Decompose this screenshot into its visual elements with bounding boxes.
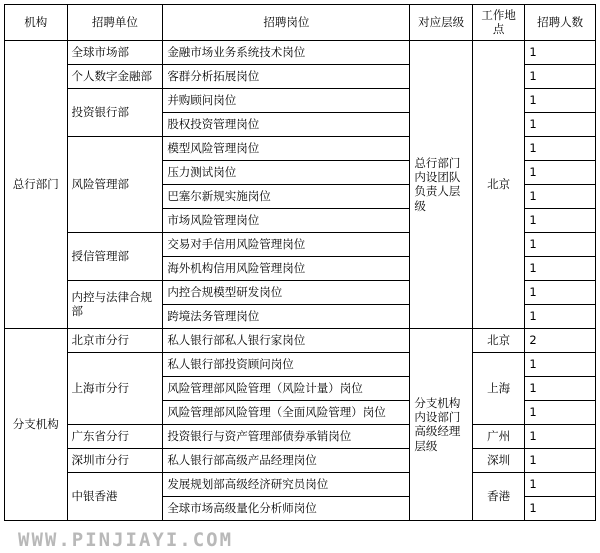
level-line: 负责人层级: [414, 184, 461, 213]
cell-count: 1: [525, 40, 596, 64]
cell-level: [410, 328, 473, 520]
cell-unit: 风险管理部: [67, 136, 163, 232]
cell-place: 深圳: [472, 448, 524, 472]
cell-unit: 内控与法律合规部: [67, 280, 163, 328]
table-header-row: [5, 5, 596, 41]
header-level: 对应层级: [410, 5, 473, 41]
table-row: [5, 40, 596, 64]
cell-post: 私人银行部私人银行家岗位: [163, 328, 410, 352]
table-row: [5, 328, 596, 352]
cell-post: 投资银行与资产管理部债券承销岗位: [163, 424, 410, 448]
cell-post: 交易对手信用风险管理岗位: [163, 232, 410, 256]
recruitment-table-container: [4, 4, 596, 521]
cell-post: 巴塞尔新规实施岗位: [163, 184, 410, 208]
level-line: 分支机构: [414, 395, 461, 410]
cell-count: 1: [525, 496, 596, 520]
cell-post: 风险管理部风险管理（全面风险管理）岗位: [163, 400, 410, 424]
cell-unit: 上海市分行: [67, 352, 163, 424]
cell-unit: 全球市场部: [67, 40, 163, 64]
cell-level: [410, 40, 473, 328]
cell-count: 1: [525, 280, 596, 304]
cell-place: 北京: [472, 328, 524, 352]
cell-post: 股权投资管理岗位: [163, 112, 410, 136]
cell-unit: 投资银行部: [67, 88, 163, 136]
header-unit: 招聘单位: [67, 5, 163, 41]
cell-post: 风险管理部风险管理（风险计量）岗位: [163, 376, 410, 400]
cell-count: 1: [525, 256, 596, 280]
watermark: WWW.PINJIAYI.COM: [18, 529, 234, 551]
cell-count: 1: [525, 304, 596, 328]
level-line: 内设团队: [414, 169, 461, 184]
cell-post: 海外机构信用风险管理岗位: [163, 256, 410, 280]
recruitment-table: [4, 4, 596, 521]
cell-count: 1: [525, 112, 596, 136]
table-header: [5, 5, 596, 41]
table-body: [5, 40, 596, 520]
cell-place: 香港: [472, 472, 524, 520]
cell-post: 私人银行部高级产品经理岗位: [163, 448, 410, 472]
cell-unit: 广东省分行: [67, 424, 163, 448]
level-line: 层级: [414, 438, 438, 453]
header-org: 机构: [5, 5, 68, 41]
cell-count: 1: [525, 232, 596, 256]
cell-count: 1: [525, 448, 596, 472]
level-line: 内设部门: [414, 409, 461, 424]
cell-post: 并购顾问岗位: [163, 88, 410, 112]
cell-post: 全球市场高级量化分析师岗位: [163, 496, 410, 520]
cell-count: 2: [525, 328, 596, 352]
header-post: 招聘岗位: [163, 5, 410, 41]
cell-post: 跨境法务管理岗位: [163, 304, 410, 328]
cell-count: 1: [525, 88, 596, 112]
level-line: 高级经理: [414, 424, 461, 439]
cell-post: 发展规划部高级经济研究员岗位: [163, 472, 410, 496]
cell-org-head-office: 总行部门: [5, 40, 68, 328]
cell-place: 上海: [472, 352, 524, 424]
cell-post: 内控合规模型研发岗位: [163, 280, 410, 304]
cell-post: 模型风险管理岗位: [163, 136, 410, 160]
cell-count: 1: [525, 424, 596, 448]
cell-count: 1: [525, 184, 596, 208]
table-row: [5, 424, 596, 448]
cell-count: 1: [525, 472, 596, 496]
cell-org-branches: 分支机构: [5, 328, 68, 520]
cell-count: 1: [525, 400, 596, 424]
cell-post: 压力测试岗位: [163, 160, 410, 184]
cell-count: 1: [525, 160, 596, 184]
header-place: 工作地点: [472, 5, 524, 41]
cell-unit: 授信管理部: [67, 232, 163, 280]
cell-place: 北京: [472, 40, 524, 328]
cell-count: 1: [525, 376, 596, 400]
cell-unit: 深圳市分行: [67, 448, 163, 472]
table-row: [5, 472, 596, 496]
cell-count: 1: [525, 136, 596, 160]
table-row: [5, 448, 596, 472]
cell-unit: 北京市分行: [67, 328, 163, 352]
cell-count: 1: [525, 208, 596, 232]
header-count: 招聘人数: [525, 5, 596, 41]
cell-post: 金融市场业务系统技术岗位: [163, 40, 410, 64]
table-row: [5, 352, 596, 376]
cell-post: 私人银行部投资顾问岗位: [163, 352, 410, 376]
cell-post: 市场风险管理岗位: [163, 208, 410, 232]
cell-count: 1: [525, 64, 596, 88]
cell-count: 1: [525, 352, 596, 376]
cell-unit: 个人数字金融部: [67, 64, 163, 88]
level-line: 总行部门: [414, 155, 461, 170]
cell-unit: 中银香港: [67, 472, 163, 520]
cell-post: 客群分析拓展岗位: [163, 64, 410, 88]
cell-place: 广州: [472, 424, 524, 448]
